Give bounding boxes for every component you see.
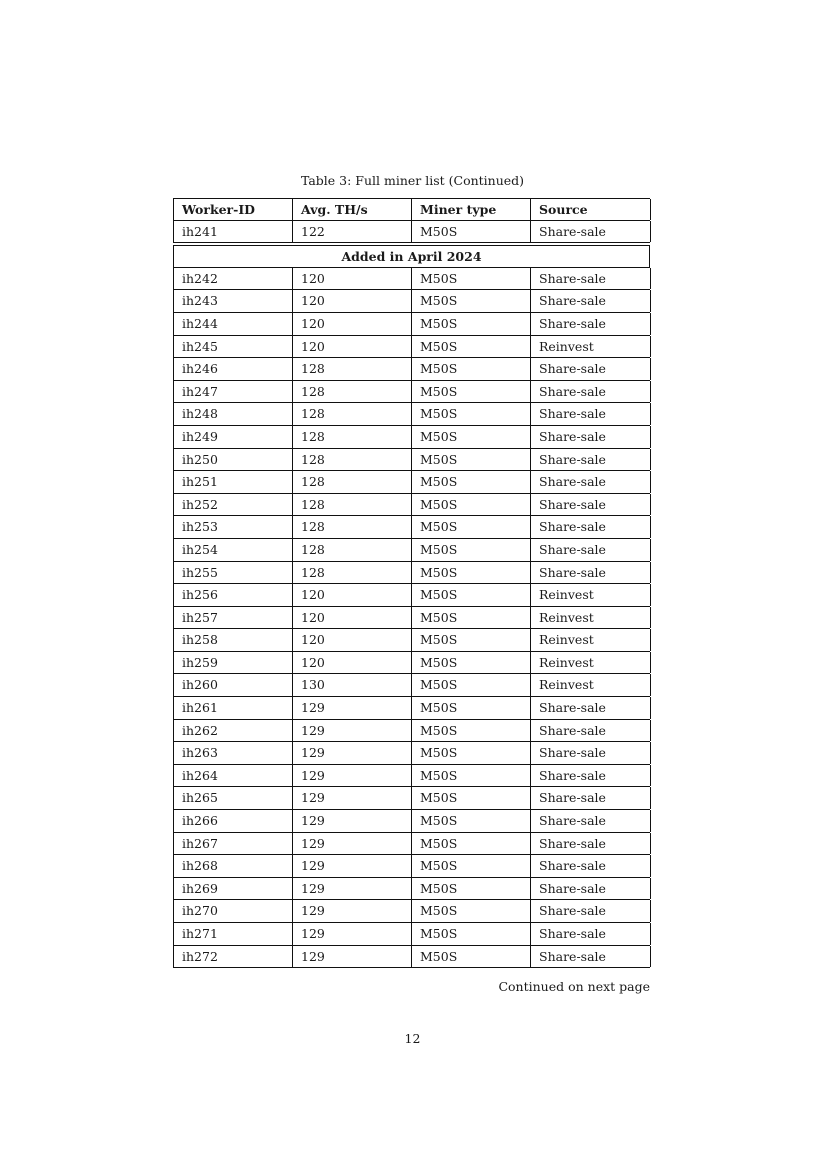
cell-source: Reinvest: [531, 652, 651, 674]
table-row: [173, 290, 650, 313]
cell-source: Share-sale: [531, 539, 651, 561]
cell-avg-ths: 128: [293, 494, 412, 516]
cell-worker-id: ih259: [174, 652, 293, 674]
cell-miner-type: M50S: [412, 810, 531, 832]
table-row: [173, 833, 650, 856]
table-row: [173, 471, 650, 494]
cell-source: Share-sale: [531, 787, 651, 809]
table-body: [173, 268, 650, 968]
cell-avg-ths: 129: [293, 742, 412, 764]
cell-source: Share-sale: [531, 426, 651, 448]
cell-source: Share-sale: [531, 268, 651, 290]
cell-source: Share-sale: [531, 855, 651, 877]
cell-worker-id: ih260: [174, 674, 293, 696]
cell-avg-ths: 129: [293, 855, 412, 877]
cell-source: Reinvest: [531, 629, 651, 651]
table-row: [173, 674, 650, 697]
cell-worker-id: ih268: [174, 855, 293, 877]
cell-avg-ths: 129: [293, 810, 412, 832]
cell-worker-id: ih261: [174, 697, 293, 719]
cell-miner-type: M50S: [412, 697, 531, 719]
cell-miner-type: M50S: [412, 516, 531, 538]
cell-avg-ths: 128: [293, 381, 412, 403]
table-row: [173, 426, 650, 449]
cell-source: Share-sale: [531, 833, 651, 855]
table-row: [173, 900, 650, 923]
cell-worker-id: ih263: [174, 742, 293, 764]
cell-avg-ths: 120: [293, 336, 412, 358]
cell-source: Share-sale: [531, 290, 651, 312]
cell-source: Share-sale: [531, 946, 651, 968]
header-miner-type: Miner type: [412, 199, 531, 220]
cell-avg-ths: 129: [293, 697, 412, 719]
cell-worker-id: ih245: [174, 336, 293, 358]
cell-miner-type: M50S: [412, 652, 531, 674]
table-row: [173, 652, 650, 675]
cell-worker-id: ih255: [174, 562, 293, 584]
table-row: [173, 494, 650, 517]
cell-worker-id: ih242: [174, 268, 293, 290]
cell-avg-ths: 122: [293, 221, 412, 243]
cell-miner-type: M50S: [412, 742, 531, 764]
cell-source: Share-sale: [531, 516, 651, 538]
cell-miner-type: M50S: [412, 494, 531, 516]
cell-avg-ths: 128: [293, 426, 412, 448]
cell-worker-id: ih264: [174, 765, 293, 787]
cell-avg-ths: 129: [293, 878, 412, 900]
header-worker-id: Worker-ID: [174, 199, 293, 220]
table-row: [173, 403, 650, 426]
cell-avg-ths: 130: [293, 674, 412, 696]
cell-worker-id: ih262: [174, 720, 293, 742]
cell-source: Share-sale: [531, 900, 651, 922]
cell-miner-type: M50S: [412, 268, 531, 290]
cell-avg-ths: 129: [293, 833, 412, 855]
page-number: 12: [404, 1031, 421, 1046]
cell-avg-ths: 129: [293, 720, 412, 742]
miner-table: [173, 198, 650, 968]
cell-worker-id: ih265: [174, 787, 293, 809]
cell-miner-type: M50S: [412, 539, 531, 561]
table-row: [173, 946, 650, 969]
table-row: [173, 855, 650, 878]
cell-avg-ths: 129: [293, 787, 412, 809]
cell-miner-type: M50S: [412, 900, 531, 922]
cell-source: Share-sale: [531, 765, 651, 787]
table-row: [173, 562, 650, 585]
cell-avg-ths: 120: [293, 313, 412, 335]
cell-worker-id: ih257: [174, 607, 293, 629]
cell-source: Share-sale: [531, 221, 651, 243]
cell-source: Share-sale: [531, 381, 651, 403]
cell-miner-type: M50S: [412, 674, 531, 696]
cell-worker-id: ih243: [174, 290, 293, 312]
header-avg-ths: Avg. TH/s: [293, 199, 412, 220]
cell-miner-type: M50S: [412, 221, 531, 243]
cell-miner-type: M50S: [412, 358, 531, 380]
cell-worker-id: ih246: [174, 358, 293, 380]
cell-source: Share-sale: [531, 494, 651, 516]
cell-avg-ths: 128: [293, 449, 412, 471]
cell-worker-id: ih266: [174, 810, 293, 832]
cell-miner-type: M50S: [412, 607, 531, 629]
cell-source: Reinvest: [531, 584, 651, 606]
table-row: [173, 221, 650, 244]
table-row: [173, 584, 650, 607]
cell-worker-id: ih267: [174, 833, 293, 855]
cell-miner-type: M50S: [412, 923, 531, 945]
cell-source: Share-sale: [531, 403, 651, 425]
cell-source: Share-sale: [531, 562, 651, 584]
cell-avg-ths: 120: [293, 652, 412, 674]
cell-miner-type: M50S: [412, 381, 531, 403]
cell-source: Share-sale: [531, 923, 651, 945]
cell-worker-id: ih241: [174, 221, 293, 243]
cell-source: Share-sale: [531, 742, 651, 764]
cell-worker-id: ih244: [174, 313, 293, 335]
cell-miner-type: M50S: [412, 403, 531, 425]
cell-worker-id: ih248: [174, 403, 293, 425]
cell-source: Share-sale: [531, 878, 651, 900]
cell-miner-type: M50S: [412, 562, 531, 584]
table-row: [173, 720, 650, 743]
cell-miner-type: M50S: [412, 426, 531, 448]
continued-note: Continued on next page: [498, 979, 650, 994]
cell-worker-id: ih251: [174, 471, 293, 493]
table-row: [173, 268, 650, 291]
cell-miner-type: M50S: [412, 765, 531, 787]
table-row: [173, 539, 650, 562]
cell-avg-ths: 128: [293, 358, 412, 380]
cell-worker-id: ih247: [174, 381, 293, 403]
cell-avg-ths: 129: [293, 900, 412, 922]
table-row: [173, 516, 650, 539]
cell-avg-ths: 128: [293, 403, 412, 425]
cell-source: Share-sale: [531, 720, 651, 742]
cell-avg-ths: 120: [293, 584, 412, 606]
cell-avg-ths: 120: [293, 290, 412, 312]
cell-worker-id: ih253: [174, 516, 293, 538]
table-row: [173, 607, 650, 630]
cell-miner-type: M50S: [412, 878, 531, 900]
cell-source: Share-sale: [531, 697, 651, 719]
table-caption: Table 3: Full miner list (Continued): [300, 173, 525, 188]
table-row: [173, 629, 650, 652]
table-row: [173, 381, 650, 404]
cell-source: Share-sale: [531, 449, 651, 471]
cell-avg-ths: 129: [293, 946, 412, 968]
cell-miner-type: M50S: [412, 787, 531, 809]
cell-worker-id: ih258: [174, 629, 293, 651]
cell-avg-ths: 129: [293, 765, 412, 787]
cell-avg-ths: 120: [293, 629, 412, 651]
cell-worker-id: ih254: [174, 539, 293, 561]
cell-avg-ths: 120: [293, 607, 412, 629]
cell-source: Share-sale: [531, 810, 651, 832]
cell-avg-ths: 120: [293, 268, 412, 290]
cell-avg-ths: 128: [293, 562, 412, 584]
cell-source: Reinvest: [531, 607, 651, 629]
cell-miner-type: M50S: [412, 290, 531, 312]
cell-source: Reinvest: [531, 674, 651, 696]
cell-miner-type: M50S: [412, 471, 531, 493]
cell-miner-type: M50S: [412, 336, 531, 358]
table-row: [173, 336, 650, 359]
cell-miner-type: M50S: [412, 584, 531, 606]
cell-avg-ths: 128: [293, 516, 412, 538]
table-row: [173, 449, 650, 472]
cell-avg-ths: 129: [293, 923, 412, 945]
cell-worker-id: ih270: [174, 900, 293, 922]
table-row: [173, 787, 650, 810]
cell-worker-id: ih269: [174, 878, 293, 900]
cell-miner-type: M50S: [412, 833, 531, 855]
cell-source: Reinvest: [531, 336, 651, 358]
cell-worker-id: ih256: [174, 584, 293, 606]
cell-miner-type: M50S: [412, 449, 531, 471]
table-row: [173, 313, 650, 336]
table-row: [173, 765, 650, 788]
cell-source: Share-sale: [531, 471, 651, 493]
cell-worker-id: ih252: [174, 494, 293, 516]
table-row: [173, 878, 650, 901]
header-source: Source: [531, 199, 651, 220]
cell-miner-type: M50S: [412, 855, 531, 877]
cell-miner-type: M50S: [412, 629, 531, 651]
table-row: [173, 358, 650, 381]
cell-miner-type: M50S: [412, 313, 531, 335]
cell-worker-id: ih271: [174, 923, 293, 945]
table-row: [173, 697, 650, 720]
table-row: [173, 923, 650, 946]
group-header: Added in April 2024: [173, 245, 650, 268]
table-header-row: [173, 198, 650, 221]
cell-source: Share-sale: [531, 313, 651, 335]
cell-avg-ths: 128: [293, 539, 412, 561]
cell-miner-type: M50S: [412, 720, 531, 742]
table-row: [173, 810, 650, 833]
table-row: [173, 742, 650, 765]
cell-avg-ths: 128: [293, 471, 412, 493]
cell-miner-type: M50S: [412, 946, 531, 968]
cell-worker-id: ih250: [174, 449, 293, 471]
cell-worker-id: ih249: [174, 426, 293, 448]
cell-source: Share-sale: [531, 358, 651, 380]
cell-worker-id: ih272: [174, 946, 293, 968]
